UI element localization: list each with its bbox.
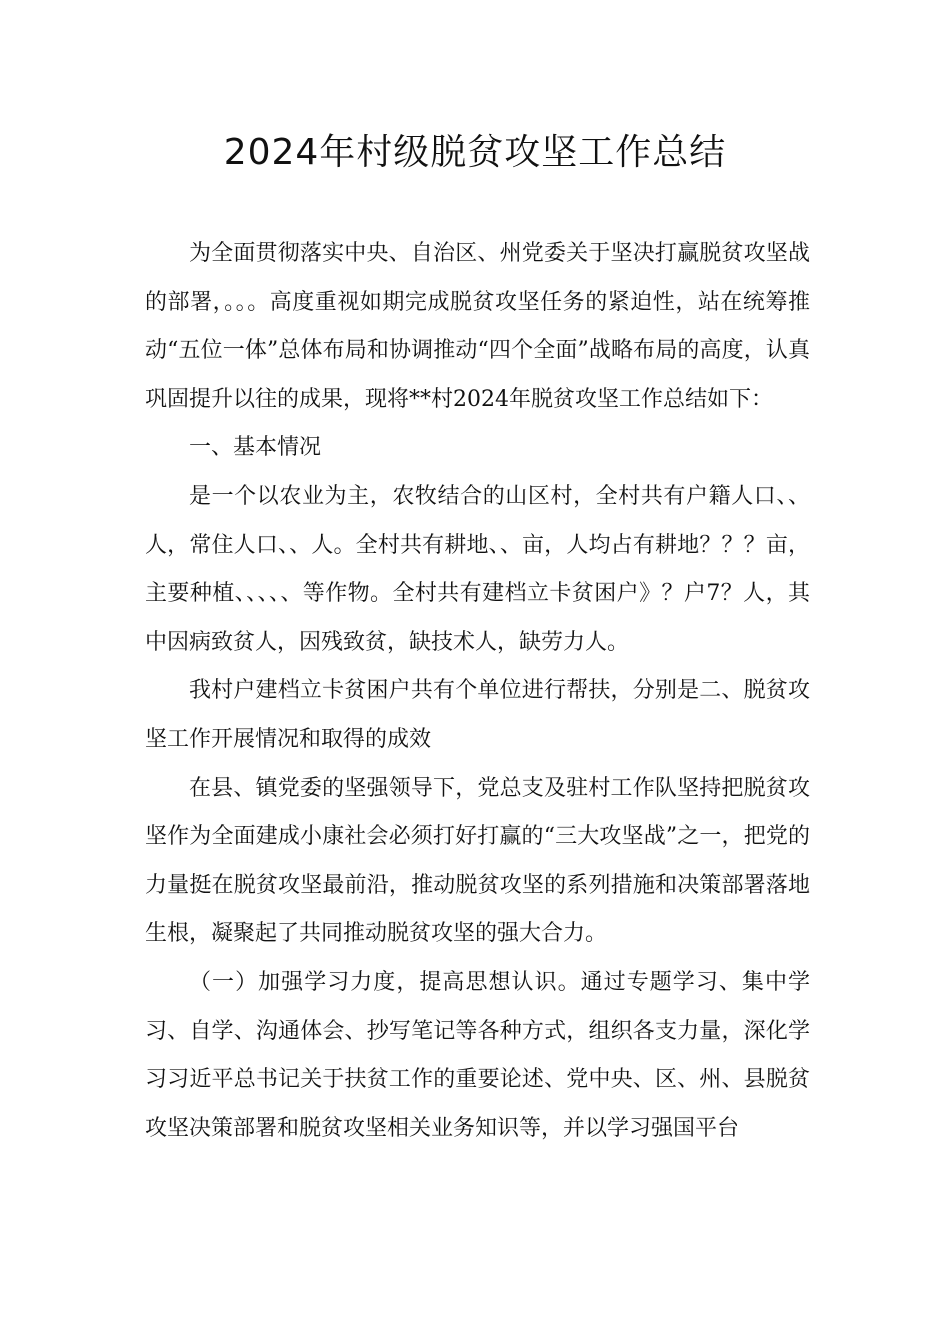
leadership-paragraph: 在县、镇党委的坚强领导下，党总支及驻村工作队坚持把脱贫攻坚作为全面建成小康社会必须打好打赢的“三大攻坚战”之一，把党的力量挺在脱贫攻坚最前沿，推动脱贫攻坚的系列措施和决策部署落地生根，凝聚起了共同推动脱贫攻坚的强大合力。 — [145, 775, 810, 947]
section-heading-basic-situation: 一、基本情况 — [189, 435, 322, 461]
assistance-paragraph: 我村户建档立卡贫困户共有个单位进行帮扶，分别是二、脱贫攻坚工作开展情况和取得的成效 — [145, 678, 810, 752]
basic-situation-paragraph: 是一个以农业为主，农牧结合的山区村，全村共有户籍人口、、人，常住人口、、人。全村共有耕地、、亩，人均占有耕地？？？亩，主要种植、、、、、等作物。全村共有建档立卡贫困户》？户7？人，其中因病致贫人，因残致贫，缺技术人，缺劳力人。 — [145, 483, 810, 655]
intro-paragraph: 为全面贯彻落实中央、自治区、州党委关于坚决打赢脱贫攻坚战的部署，。。。高度重视如期完成脱贫攻坚任务的紧迫性，站在统筹推动“五位一体”总体布局和协调推动“四个全面”战略布局的高度，认真巩固提升以往的成果，现将**村2024年脱贫攻坚工作总结如下： — [145, 241, 810, 412]
document-body — [145, 230, 810, 1153]
study-paragraph: （一）加强学习力度，提高思想认识。通过专题学习、集中学习、自学、沟通体会、抄写笔记等各种方式，组织各支力量，深化学习习近平总书记关于扶贫工作的重要论述、党中央、区、州、县脱贫攻坚决策部署和脱贫攻坚相关业务知识等，并以学习强国平台 — [145, 969, 810, 1141]
document-title: 2024年村级脱贫攻坚工作总结 — [223, 132, 727, 173]
